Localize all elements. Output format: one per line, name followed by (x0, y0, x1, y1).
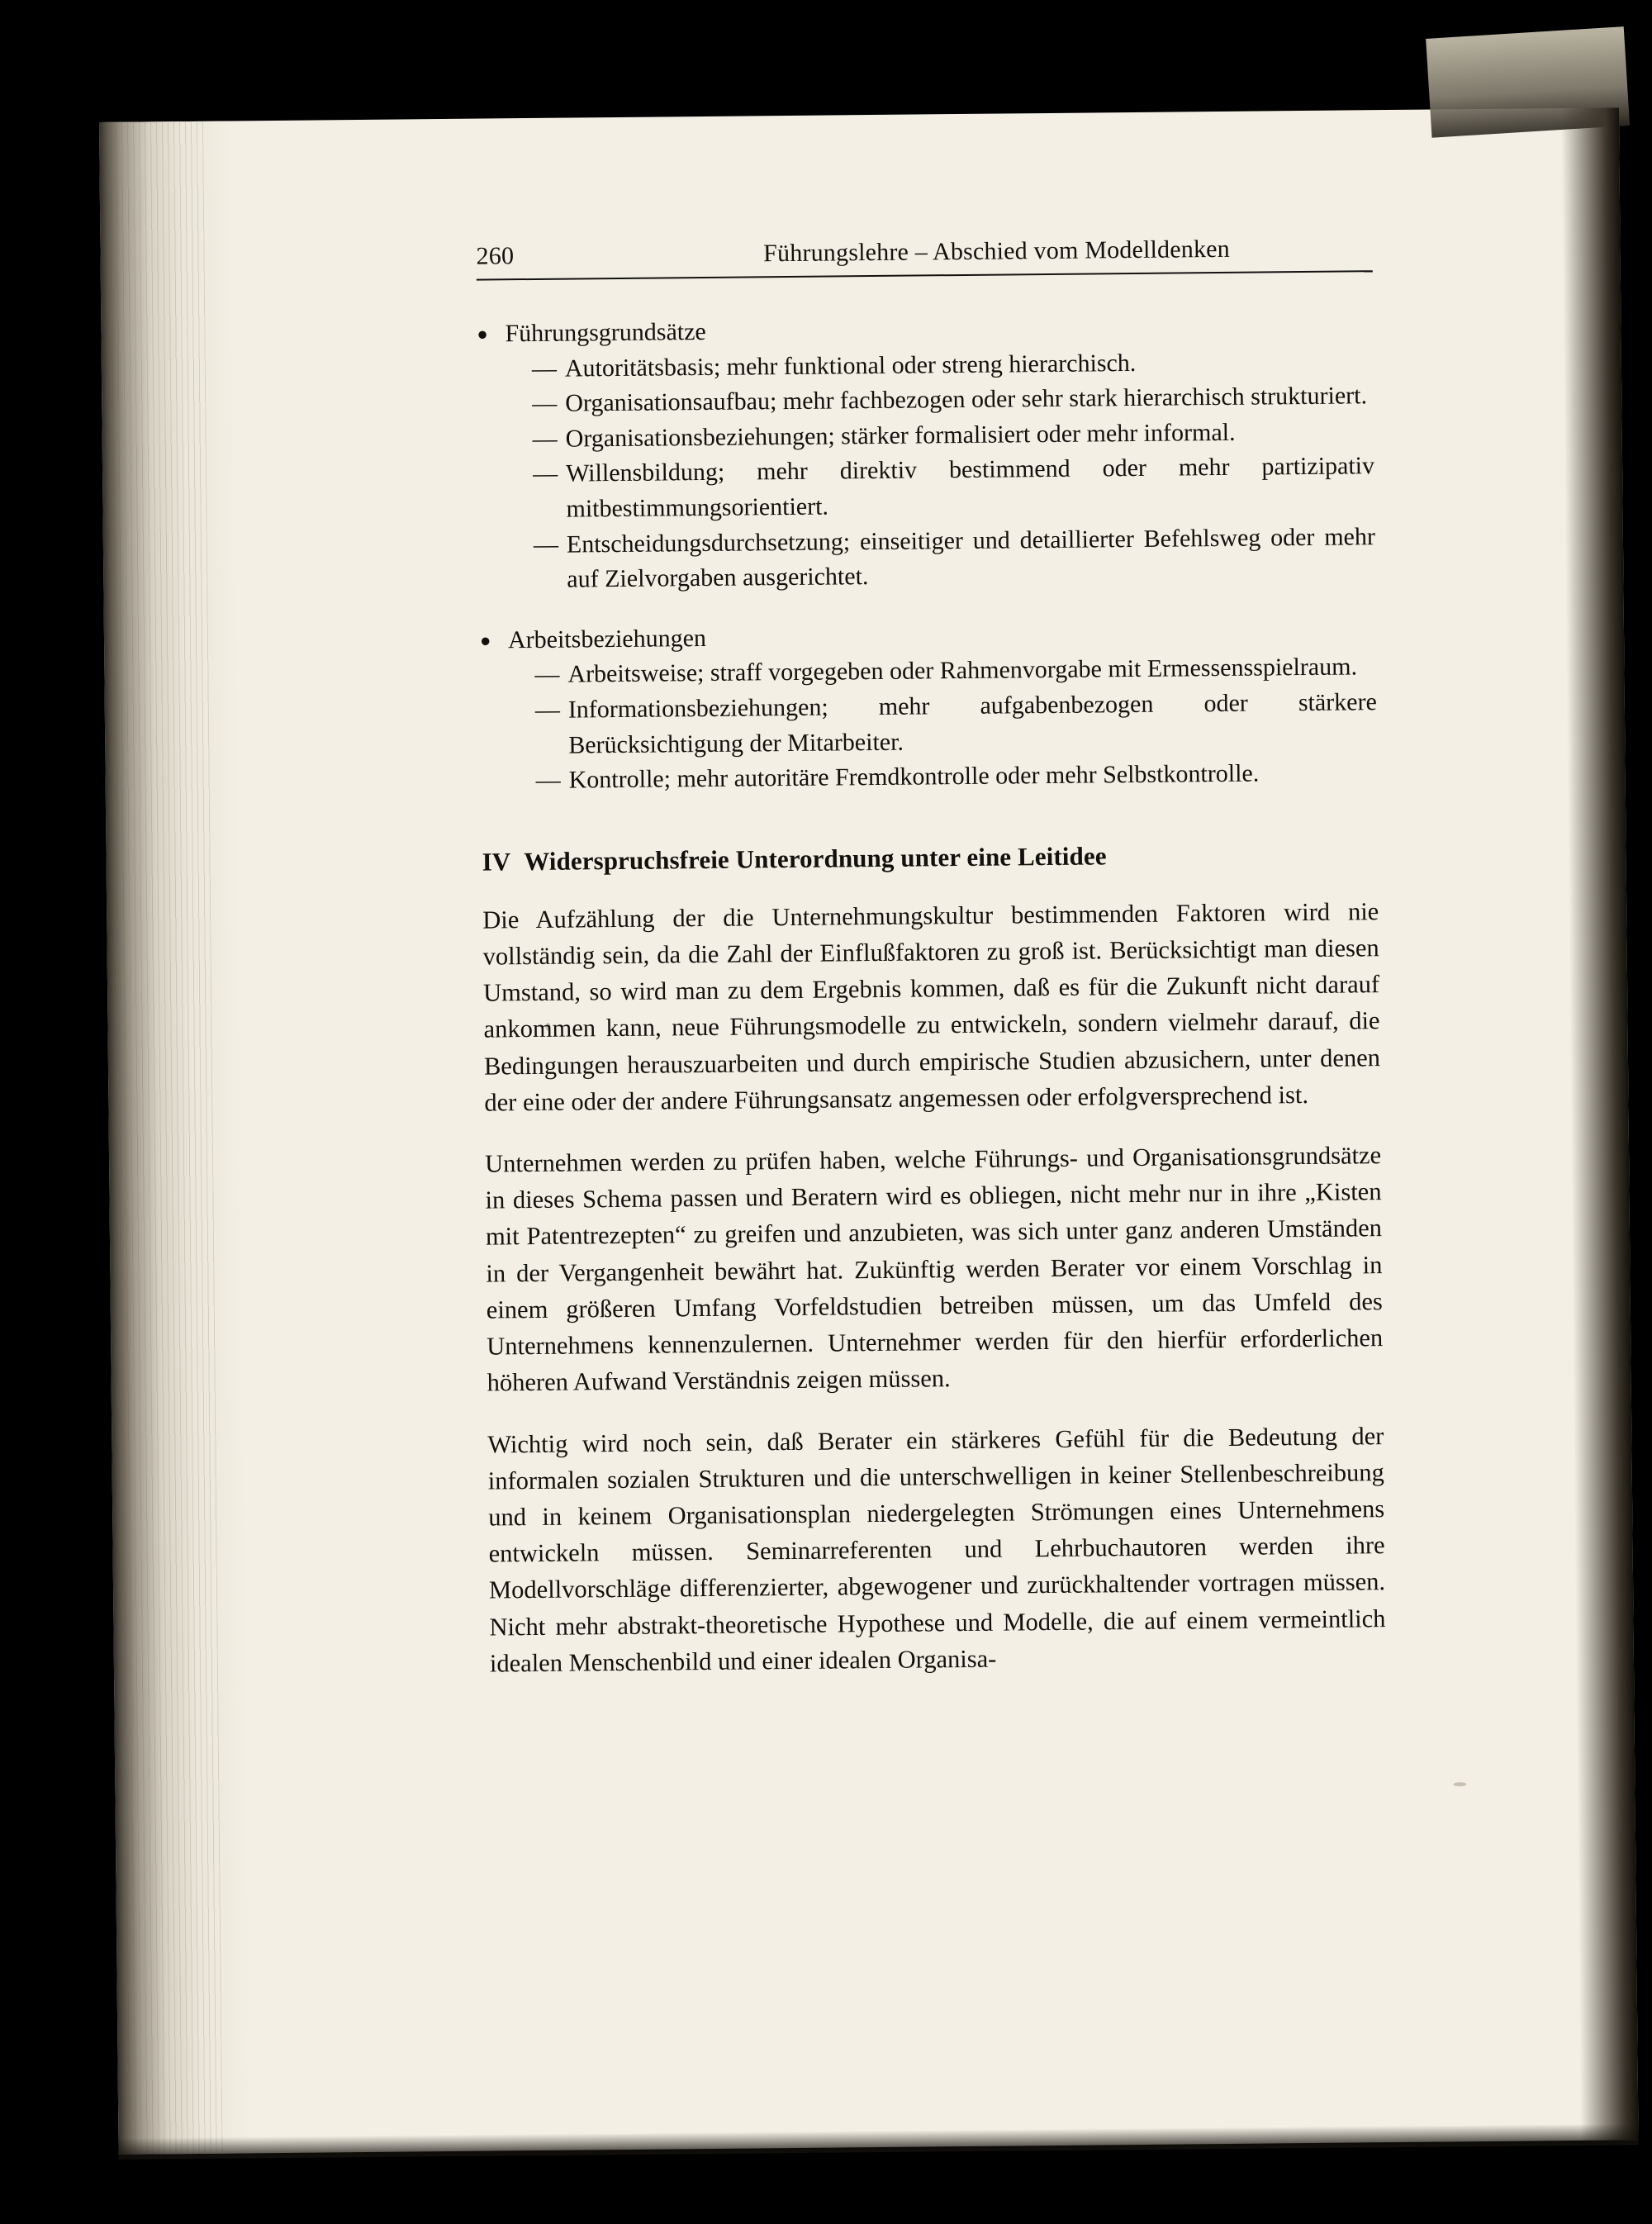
dash-item (533, 449, 1375, 528)
section-title-text: Widerspruchsfreie Unterordnung unter eine Leitidee (524, 841, 1107, 876)
dash-item-text: Kontrolle; mehr autoritäre Fremdkontrolle oder mehr Selbstkontrolle. (568, 759, 1260, 794)
section-heading (482, 839, 1378, 877)
scanned-book-page (99, 107, 1639, 2155)
dash-item-text: Informationsbeziehungen; mehr aufgabenbezogen oder stärkere Berücksichtigung der Mitarbeiter. (567, 688, 1377, 759)
section-numeral: IV (482, 846, 511, 877)
bullet-dot-icon: ● (477, 323, 488, 345)
page-number: 260 (476, 242, 515, 270)
dash-item (535, 755, 1377, 798)
dash-mark-icon: — (535, 766, 561, 795)
page-text-column (476, 234, 1386, 1681)
dash-item (535, 685, 1378, 763)
header-rule (477, 270, 1373, 280)
bullet-heading: Arbeitsbeziehungen (507, 624, 707, 654)
bullet-list (477, 308, 1378, 799)
dash-item-text: Entscheidungsdurchsetzung; einseitiger und detaillierter Befehlsweg oder mehr auf Zielvorgaben ausgerichtet. (566, 522, 1376, 593)
page-right-edge-shadow (1561, 107, 1639, 2141)
dash-mark-icon: — (534, 696, 561, 724)
page-header (476, 234, 1372, 270)
body-paragraph: Unternehmen werden zu prüfen haben, welche Führungs- und Organisationsgrundsätze in dieses Schema passen und Beratern wird es obliegen, nicht mehr nur in ihre „Kisten mit Patentrezepten“ zu greifen und anzubieten, was sich unter ganz anderen Umständen in der Vergangenheit bewährt hat. Zukünftig werden Berater vor einem Vorschlag in einem größeren Umfang Vorfeldstudien betreiben müssen, um das Umfeld des Unternehmens kennenzulernen. Unternehmer werden für den hierfür erforderlichen höheren Aufwand Verständnis zeigen müssen. (484, 1141, 1384, 1397)
body-paragraph: Wichtig wird noch sein, daß Berater ein stärkeres Gefühl für die Bedeutung der informalen sozialen Strukturen und die unterschwelligen in keiner Stellenbeschreibung und in keinem Organisationsplan niedergelegten Strömungen eines Unternehmens entwickeln müssen. Seminarreferenten und Lehrbuchautoren werden ihre Modellvorschläge differenzierter, abgewogener und zurückhaltender vortragen müssen. Nicht mehr abstrakt-theoretische Hypothese und Modelle, die auf einem vermeintlich idealen Menschenbild und einer idealen Organisa- (487, 1421, 1386, 1678)
running-head: Führungslehre – Abschied vom Modelldenken (762, 235, 1231, 268)
dash-mark-icon: — (531, 354, 558, 383)
dash-item (534, 520, 1376, 598)
dash-mark-icon: — (532, 460, 558, 488)
bullet-group (480, 615, 1378, 799)
dash-item-text: Autoritätsbasis; mehr funktional oder streng hierarchisch. (564, 349, 1137, 383)
dash-item-text: Willensbildung; mehr direktiv bestimmend oder mehr partizipativ mitbestimmungsorientiert. (565, 452, 1375, 523)
page-bottom-edge-shadow (118, 2123, 1638, 2160)
page-gutter-texture (104, 121, 223, 2155)
bullet-group (477, 308, 1375, 598)
body-paragraph: Die Aufzählung der die Unternehmungskultur bestimmenden Faktoren wird nie vollständig sein, da die Zahl der Einflußfaktoren zu groß ist. Berücksichtigt man diesen Umstand, so wird man zu dem Ergebnis kommen, daß es für die Zukunft nicht darauf ankommen kann, neue Führungsmodelle zu entwickeln, sondern vielmehr darauf, die Bedingungen herauszuarbeiten und durch empirische Studien abzusichern, unter denen der eine oder der andere Führungsansatz angemessen oder erfolgversprechend ist. (482, 896, 1381, 1117)
dash-mark-icon: — (532, 425, 558, 453)
dash-list (480, 650, 1378, 800)
dash-item-text: Organisationsaufbau; mehr fachbezogen oder sehr stark hierarchisch strukturiert. (565, 382, 1368, 417)
dash-mark-icon: — (534, 661, 560, 689)
bullet-heading: Führungsgrundsätze (505, 317, 706, 348)
dash-mark-icon: — (532, 389, 558, 418)
dash-list (477, 344, 1376, 599)
dash-mark-icon: — (533, 530, 559, 558)
scan-speck (1453, 1782, 1466, 1786)
dash-item-text: Arbeitsweise; straff vorgegeben oder Rahmenvorgabe mit Ermessensspielraum. (567, 653, 1358, 688)
bullet-dot-icon: ● (479, 630, 491, 651)
dash-item-text: Organisationsbeziehungen; stärker formalisiert oder mehr informal. (565, 418, 1236, 453)
